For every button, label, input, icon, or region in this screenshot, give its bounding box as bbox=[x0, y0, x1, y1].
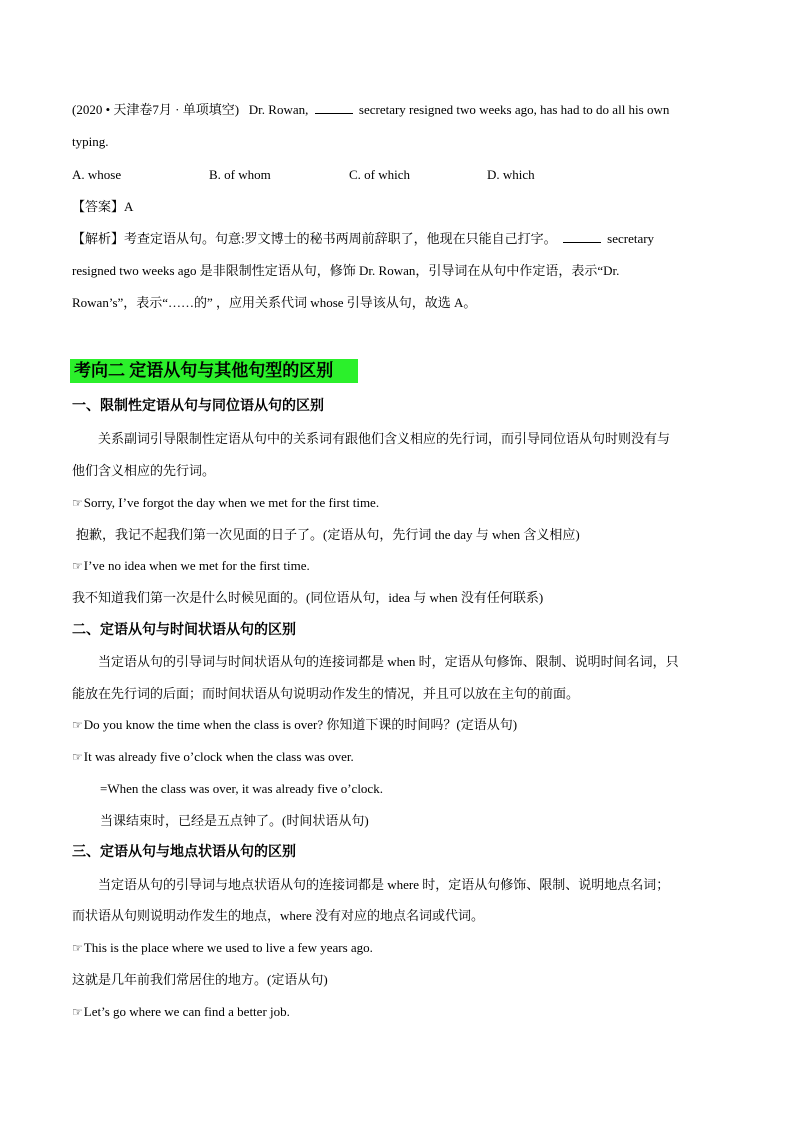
part1-intro2: 他们含义相应的先行词。 bbox=[72, 463, 216, 478]
part2-example2-cn: 当课结束时，已经是五点钟了。(时间状语从句) bbox=[100, 813, 369, 828]
pointing-hand-icon: ☞ bbox=[72, 750, 83, 764]
part2-example1: ☞Do you know the time when the class is over? 你知道下课的时间吗？(定语从句) bbox=[72, 717, 518, 732]
part1-heading: 一、限制性定语从句与同位语从句的区别 bbox=[72, 399, 324, 414]
part2-example2: ☞It was already five o’clock when the class was over. bbox=[72, 749, 354, 764]
pointing-hand-icon: ☞ bbox=[72, 718, 83, 732]
question-stem-after: secretary resigned two weeks ago, has had to do all his own bbox=[358, 102, 670, 117]
question-stem-before: Dr. Rowan, bbox=[248, 102, 309, 117]
answer-label: 【答案】 bbox=[72, 199, 125, 214]
part3-heading: 三、定语从句与地点状语从句的区别 bbox=[72, 845, 296, 860]
section-banner: 考向二 定语从句与其他句型的区别 bbox=[70, 359, 358, 383]
question-stem bbox=[72, 101, 732, 119]
part3-intro2: 而状语从句则说明动作发生的地点，where 没有对应的地点名词或代词。 bbox=[72, 908, 485, 923]
choice-b: B. of whom bbox=[209, 167, 271, 182]
choice-c: C. of which bbox=[349, 167, 411, 182]
part3-example1: ☞This is the place where we used to live a few years ago. bbox=[72, 940, 373, 955]
pointing-hand-icon: ☞ bbox=[72, 1005, 83, 1019]
analysis-label: 【解析】 bbox=[72, 231, 125, 246]
part1-example1: ☞Sorry, I’ve forgot the day when we met for the first time. bbox=[72, 495, 380, 510]
part2-heading: 二、定语从句与时间状语从句的区别 bbox=[72, 623, 296, 638]
part1-intro1: 关系副词引导限制性定语从句中的关系词有跟他们含义相应的先行词，而引导同位语从句时则没有与 bbox=[98, 431, 671, 446]
choices bbox=[72, 166, 732, 184]
pointing-hand-icon: ☞ bbox=[72, 496, 83, 510]
choice-a: A. whose bbox=[72, 167, 122, 182]
answer-line bbox=[72, 198, 732, 216]
part1-example1-cn: 抱歉，我记不起我们第一次见面的日子了。(定语从句，先行词 the day 与 when 含义相应) bbox=[76, 527, 580, 542]
pointing-hand-icon: ☞ bbox=[72, 559, 83, 573]
choice-d: D. which bbox=[487, 167, 535, 182]
part3-example1-cn: 这就是几年前我们常居住的地方。(定语从句) bbox=[72, 972, 328, 987]
answer-value: A bbox=[124, 199, 134, 214]
analysis-line1: 【解析】考查定语从句。句意:罗文博士的秘书两周前辞职了，他现在只能自己打字。 secretary bbox=[72, 231, 655, 246]
analysis-line2: resigned two weeks ago 是非限制性定语从句，修饰 Dr. Rowan，引导词在从句中作定语，表示“Dr. bbox=[72, 263, 620, 278]
part3-intro1: 当定语从句的引导词与地点状语从句的连接词都是 where 时，定语从句修饰、限制、说明地点名词； bbox=[98, 877, 670, 892]
part3-example2: ☞Let’s go where we can find a better job. bbox=[72, 1004, 290, 1019]
question-source: (2020 • 天津卷7月 · 单项填空) bbox=[72, 102, 240, 117]
part1-example2-cn: 我不知道我们第一次是什么时候见面的。(同位语从句，idea 与 when 没有任何联系) bbox=[72, 590, 544, 605]
part2-example2-alt: =When the class was over, it was already five o’clock. bbox=[100, 781, 383, 796]
question-stem-line2: typing. bbox=[72, 134, 109, 149]
answer-blank bbox=[315, 101, 353, 114]
part1-example2: ☞I’ve no idea when we met for the first time. bbox=[72, 558, 310, 573]
part2-intro2: 能放在先行词的后面；而时间状语从句说明动作发生的情况，并且可以放在主句的前面。 bbox=[72, 686, 580, 701]
analysis-blank bbox=[563, 230, 601, 243]
analysis-line3: Rowan’s”，表示“……的” ，应用关系代词 whose 引导该从句，故选 A。 bbox=[72, 295, 477, 310]
part2-intro1: 当定语从句的引导词与时间状语从句的连接词都是 when 时，定语从句修饰、限制、说明时间名词，只 bbox=[98, 654, 679, 669]
pointing-hand-icon: ☞ bbox=[72, 941, 83, 955]
